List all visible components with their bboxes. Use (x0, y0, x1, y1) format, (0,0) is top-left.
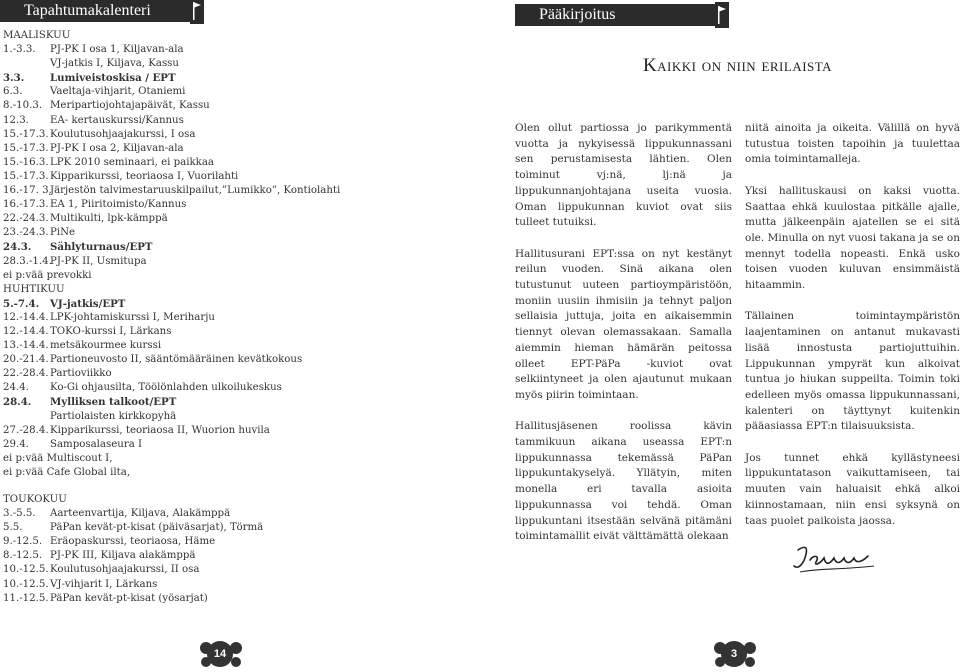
calendar-note: ei p:vää Cafe Global ilta, (3, 466, 131, 478)
calendar-row (3, 507, 303, 521)
event-date: 22.-24.3. (3, 213, 49, 225)
event-date: 15.-17.3. (3, 142, 49, 154)
event-title: LPK-johtamiskurssi I, Meriharju (50, 311, 215, 323)
event-title: VJ-jatkis I, Kiljava, Kassu (50, 58, 179, 70)
paragraph: Yksi hallituskausi on kaksi vuotta. Saattaa ehkä kuulostaa pitkälle ajalle, mutta jälkeenpäin ajatellen se ei sitä ole. Minulla on nyt vuosi takana ja se on mennyt todella nopeasti. Enkä usko toisen vuoden kuluvan ensimmäistä hitaammin. (745, 184, 960, 292)
event-title: Samposalaseura I (50, 438, 143, 450)
event-date: 5.-7.4. (3, 297, 40, 310)
calendar-row (3, 85, 303, 99)
event-date: 15.-17.3. (3, 128, 49, 140)
calendar-row (3, 535, 303, 549)
event-date: 3.-5.5. (3, 508, 36, 520)
event-date: 12.3. (3, 114, 29, 126)
event-title: Vaeltaja-vihjarit, Otaniemi (50, 86, 186, 98)
event-date: 8.-10.3. (3, 100, 43, 112)
event-title: PiNe (50, 227, 76, 239)
event-title: Koulutusohjaajakurssi, II osa (50, 564, 200, 576)
event-date: 28.4. (3, 396, 32, 409)
event-title: Partioneuvosto II, sääntömääräinen kevätkokous (50, 354, 303, 366)
calendar-row (3, 592, 303, 606)
month-heading: HUHTIKUU (3, 283, 65, 295)
event-title: EA- kertauskurssi/Kannus (50, 114, 184, 126)
page-number-left (198, 638, 244, 670)
calendar-row (3, 142, 303, 156)
calendar-row (3, 71, 303, 85)
event-title: Järjestön talvimestaruuskilpailut,”Lumikko”, Kontiolahti (50, 185, 341, 197)
paragraph: Olen ollut partiossa jo parikymmentä vuotta ja nykyisessä lippukunnassani sen perustamisesta lähtien. Olen toiminut vj:nä, lj:nä ja lippukunnanjohtajana useita vuosia. Oman lippukunnan kuviot ovat siis tulleet tutuiksi. (515, 122, 732, 229)
calendar-row (3, 114, 303, 128)
article-title: Kaikki on niin erilaista (642, 55, 833, 76)
event-title: metsäkourmee kurssi (50, 340, 162, 352)
event-date: 22.-28.4. (3, 368, 49, 380)
event-title: Mylliksen talkoot/EPT (50, 396, 177, 409)
event-date: 10.-12.5. (3, 564, 49, 576)
editorial-heading: Pääkirjoitus (539, 6, 616, 23)
page-number: 14 (207, 641, 233, 667)
april-events (3, 297, 303, 452)
calendar-row (3, 184, 341, 198)
event-title: PJ-PK III, Kiljava alakämppä (50, 550, 196, 562)
event-date: 24.3. (3, 241, 32, 254)
paragraph: Tällainen toimintaympäristön laajentaminen on antanut mukavasti lisää innostusta partiojuttuihin. Lippukunnan ympyrät kun alkoivat tuntua jo hiukan suppeilta. Toimin toki edelleen myös omassa lippukunnassani, kalenteri on täyttynyt kuitenkin pääasiassa EPT:n tilaisuuksista. (745, 310, 960, 433)
event-date: 24.4. (3, 382, 29, 394)
event-date: 16.-17. 3. (3, 185, 52, 197)
paragraph: niitä ainoita ja oikeita. Välillä on hyvä tutustua toisten tapoihin ja tuulettaa omia toimintamalleja. (745, 122, 960, 166)
event-title: Aarteenvartija, Kiljava, Alakämppä (50, 508, 231, 520)
flag-ornament-icon (715, 2, 729, 28)
event-title: Lumiveistoskisa / EPT (50, 72, 176, 85)
event-title: PäPan kevät-pt-kisat (päiväsarjat), Törmä (50, 522, 264, 534)
event-date: 1.-3.3. (3, 44, 36, 56)
event-title: Kipparikurssi, teoriaosa II, Wuorion huvila (50, 424, 270, 436)
event-date: 6.3. (3, 86, 23, 98)
calendar-row (3, 438, 303, 452)
event-title: PäPan kevät-pt-kisat (yösarjat) (50, 592, 208, 604)
article-column-1 (515, 121, 732, 561)
calendar-row (3, 367, 303, 381)
calendar-row (3, 198, 303, 212)
event-date: 29.4. (3, 438, 29, 450)
event-title: Meripartiojohtajapäivät, Kassu (50, 100, 210, 112)
calendar-row (3, 339, 303, 353)
page-number: 3 (721, 641, 747, 667)
calendar-row (3, 99, 303, 113)
event-title: Koulutusohjaajakurssi, I osa (50, 128, 196, 140)
event-date: 9.-12.5. (3, 536, 43, 548)
event-date: 12.-14.4. (3, 325, 49, 337)
event-title: Sählyturnaus/EPT (50, 241, 153, 254)
calendar-row (3, 226, 303, 240)
event-date: 3.3. (3, 72, 25, 85)
calendar-heading: Tapahtumakalenteri (24, 2, 151, 19)
calendar-row (3, 297, 303, 311)
calendar-note: ei p:vää Multiscout I, (3, 452, 113, 464)
event-title: PJ-PK I osa 2, Kiljavan-ala (50, 142, 184, 154)
calendar-note: ei p:vää prevokki (3, 269, 92, 281)
event-title: VJ-jatkis/EPT (50, 297, 126, 310)
paragraph: Hallitusurani EPT:ssa on nyt kestänyt reilun vuoden. Sinä aikana olen tutustunut uuteen partioympäristöön, moniin uusiin ihmisiin ja tehnyt paljon sellaisia juttuja, joita en aikaisemmin tiennyt olevan olemassakaan. Samalla aiemmin hieman hämärän peitossa olleet EPT-PäPa -kuviot ovat selkiintyneet ja olen ajautunut mukaan myös piirin toimintaan. (515, 247, 732, 401)
event-title: Eräopaskurssi, teoriaosa, Häme (50, 536, 216, 548)
event-title: Partioviikko (50, 368, 112, 380)
event-title: Kipparikurssi, teoriaosa I, Vuorilahti (50, 170, 239, 182)
paragraph: Hallitusjäsenen roolissa kävin tammikuun aikana useassa EPT:n lippukunnassa tekemässä PäPan lippukuntakyselyä. Yllätyin, miten monella eri tavalla asioita lippukunnassa voi tehdä. Oman lippukuntani itsestään selvänä pitämäni toimintamallit eivät välttämättä olekaan (515, 420, 732, 543)
calendar-row (3, 395, 303, 409)
calendar-row (3, 381, 303, 395)
event-date: 12.-14.4. (3, 311, 49, 323)
event-title: TOKO-kurssi I, Lärkans (50, 325, 172, 337)
calendar-row (3, 170, 303, 184)
calendar-row (3, 563, 303, 577)
event-date: 11.-12.5. (3, 592, 49, 604)
calendar-row (3, 156, 303, 170)
calendar-row (3, 521, 303, 535)
calendar-row (3, 578, 303, 592)
event-date: 16.-17.3. (3, 199, 49, 211)
calendar-row (3, 353, 303, 367)
event-date: 10.-12.5. (3, 578, 49, 590)
page-number-right (712, 638, 758, 670)
event-title: EA 1, Piiritoimisto/Kannus (50, 199, 187, 211)
march-events (3, 43, 341, 269)
calendar-row (3, 424, 303, 438)
signature-image (790, 540, 880, 580)
calendar-row (3, 128, 303, 142)
event-title: Multikulti, lpk-kämppä (50, 213, 168, 225)
event-title: PJ-PK I osa 1, Kiljavan-ala (50, 44, 184, 56)
calendar-row (3, 255, 303, 269)
calendar-row (3, 325, 303, 339)
article-column-2 (745, 121, 960, 545)
event-date: 15.-16.3. (3, 156, 49, 168)
calendar-row (3, 311, 303, 325)
event-date: 13.-14.4. (3, 340, 49, 352)
calendar-row (3, 43, 303, 57)
event-date: 23.-24.3. (3, 227, 49, 239)
paragraph: Jos tunnet ehkä kyllästyneesi lippukuntatason vaikuttamiseen, tai muuten vain haluaisit ehkä alkoi kiinnostamaan, niin ensi syksynä on taas puolet paikoista jaossa. (745, 451, 960, 527)
event-title: LPK 2010 seminaari, ei paikkaa (50, 156, 214, 168)
event-title: Ko-Gi ohjausilta, Töölönlahden ulkoilukeskus (50, 382, 282, 394)
event-date: 5.5. (3, 522, 23, 534)
may-events (3, 507, 303, 606)
editorial-heading-banner (515, 4, 715, 26)
calendar-row (3, 57, 303, 71)
calendar-row (3, 410, 303, 424)
flag-ornament-icon (190, 0, 204, 24)
calendar-row (3, 212, 303, 226)
calendar-row (3, 240, 303, 254)
event-title: Partiolaisten kirkkopyhä (50, 410, 177, 422)
event-date: 20.-21.4. (3, 354, 49, 366)
month-heading: TOUKOKUU (3, 494, 67, 505)
event-title: VJ-vihjarit I, Lärkans (50, 578, 158, 590)
month-heading: MAALISKUU (3, 30, 71, 41)
event-date: 28.3.-1.4. (3, 255, 52, 267)
event-calendar (3, 29, 341, 606)
calendar-row (3, 549, 303, 563)
calendar-heading-banner (0, 0, 190, 22)
event-date: 27.-28.4. (3, 424, 49, 436)
event-date: 8.-12.5. (3, 550, 43, 562)
event-date: 15.-17.3. (3, 170, 49, 182)
event-title: PJ-PK II, Usmitupa (50, 255, 147, 267)
